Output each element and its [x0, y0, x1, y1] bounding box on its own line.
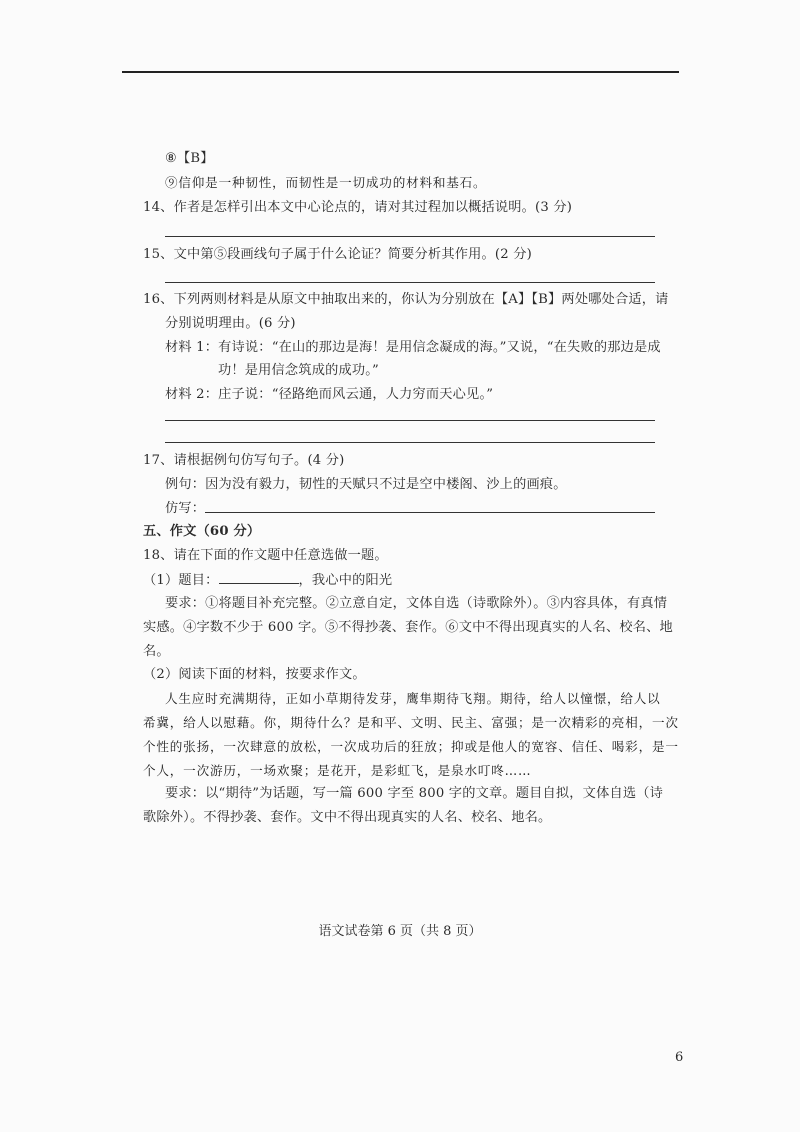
- answer-line-17[interactable]: [205, 512, 655, 513]
- material-paragraph-line-4: 个人，一次游历，一场欢聚；是花开，是彩虹飞，是泉水叮咚……: [143, 763, 532, 778]
- topic-1-suffix: ，我心中的阳光: [298, 573, 393, 588]
- page-number: 6: [675, 1050, 684, 1065]
- requirement-1-line-2: 实感。④字数不少于 600 字。⑤不得抄袭、套作。⑥文中不得出现真实的人名、校名、地: [143, 620, 673, 635]
- section-b-marker: ⑧【B】: [165, 151, 214, 166]
- topic-1-blank[interactable]: [219, 571, 299, 584]
- question-16-line-1: 16、下列两则材料是从原文中抽取出来的，你认为分别放在【A】【B】两处哪处合适，请: [143, 292, 669, 307]
- question-16-line-2: 分别说明理由。(6 分): [165, 316, 296, 331]
- header-rule: [122, 71, 679, 73]
- question-17: 17、请根据例句仿写句子。(4 分): [143, 453, 345, 468]
- section-5-heading: 五、作文（60 分）: [143, 524, 261, 539]
- material-1-line-2: 功！是用信念筑成的成功。”: [218, 363, 379, 378]
- topic-1: [143, 571, 392, 590]
- topic-2: （2）阅读下面的材料，按要求作文。: [143, 667, 366, 682]
- material-1-line-1: 材料 1：有诗说：“在山的那边是海！是用信念凝成的海。”又说，“在失败的那边是成: [165, 340, 661, 355]
- material-paragraph-line-1: 人生应时充满期待，正如小草期待发芽，鹰隼期待飞翔。期待，给人以憧憬，给人以: [165, 691, 661, 706]
- imitate-label: 仿写：: [165, 501, 206, 516]
- requirement-1-line-1: 要求：①将题目补充完整。②立意自定，文体自选（诗歌除外）。③内容具体，有真情: [165, 596, 668, 611]
- material-paragraph-line-3: 个性的张扬，一次肆意的放松，一次成功后的狂放；抑或是他人的宽容、信任、喝彩，是一: [143, 739, 679, 754]
- material-2: 材料 2：庄子说：“径路绝而风云通，人力穷而天心见。”: [165, 387, 494, 402]
- paragraph-9-text: ⑨信仰是一种韧性，而韧性是一切成功的材料和基石。: [165, 175, 487, 190]
- page-footer: 语文试卷第 6 页（共 8 页）: [318, 924, 482, 939]
- topic-1-prefix: （1）题目：: [143, 573, 219, 588]
- material-paragraph-line-2: 希冀，给人以慰藉。你，期待什么？是和平、文明、民主、富强；是一次精彩的亮相，一次: [143, 715, 679, 730]
- requirement-2-line-1: 要求：以“期待”为话题，写一篇 600 字至 800 字的文章。题目自拟，文体自选（诗: [165, 786, 664, 801]
- question-14: 14、作者是怎样引出本文中心论点的，请对其过程加以概括说明。(3 分): [143, 200, 573, 215]
- answer-line-14[interactable]: [165, 236, 655, 237]
- answer-line-16a[interactable]: [165, 420, 655, 421]
- question-18: 18、请在下面的作文题中任意选做一题。: [143, 548, 388, 563]
- requirement-2-line-2: 歌除外）。不得抄袭、套作。文中不得出现真实的人名、校名、地名。: [143, 810, 552, 825]
- example-sentence: 例句：因为没有毅力，韧性的天赋只不过是空中楼阁、沙上的画痕。: [165, 477, 567, 492]
- answer-line-15[interactable]: [165, 282, 655, 283]
- question-15: 15、文中第⑤段画线句子属于什么论证？简要分析其作用。(2 分): [143, 247, 532, 262]
- answer-line-16b[interactable]: [165, 442, 655, 443]
- requirement-1-line-3: 名。: [143, 644, 170, 659]
